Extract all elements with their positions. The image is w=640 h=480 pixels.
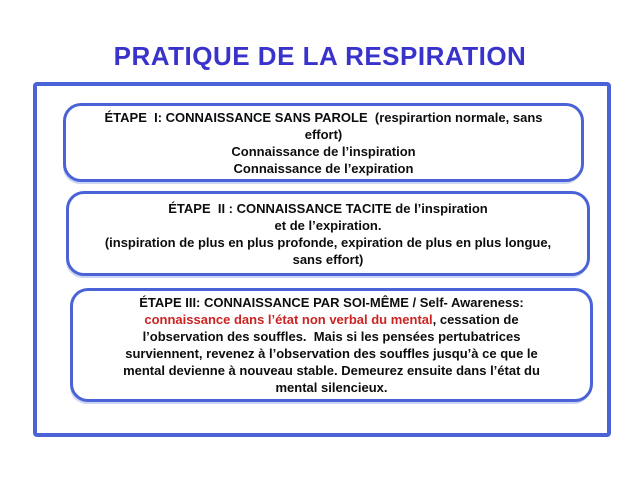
text-line	[73, 251, 583, 268]
box-etape-1	[63, 103, 584, 182]
text-line	[73, 200, 583, 217]
text-segment: Connaissance de l’inspiration	[231, 143, 416, 159]
text-line	[70, 126, 577, 143]
text-line	[73, 217, 583, 234]
box-etape-2	[66, 191, 590, 276]
text-segment: mental silencieux.	[275, 380, 388, 395]
highlighted-text-segment: connaissance dans l’état non verbal du mental	[144, 312, 433, 327]
text-line	[77, 362, 586, 379]
text-segment: , cessation de	[432, 312, 519, 327]
slide-title: PRATIQUE DE LA RESPIRATION	[113, 41, 527, 71]
text-segment: ÉTAPE III: CONNAISSANCE PAR SOI-MÊME / Self- Awareness:	[139, 295, 524, 310]
text-segment: ÉTAPE II : CONNAISSANCE TACITE de l’inspiration	[168, 200, 488, 216]
text-line	[77, 345, 586, 362]
text-segment: et de l’expiration.	[274, 217, 382, 233]
text-segment: mental devienne à nouveau stable. Demeurez ensuite dans l’état du	[123, 363, 540, 378]
text-segment: ÉTAPE I: CONNAISSANCE SANS PAROLE (respirartion normale, sans	[104, 109, 543, 125]
text-line	[77, 311, 586, 328]
box-etape-3	[70, 288, 593, 402]
text-line	[70, 109, 577, 126]
text-segment: sans effort)	[292, 251, 364, 267]
text-segment: surviennent, revenez à l’observation des souffles jusqu’à ce que le	[125, 346, 538, 361]
text-segment: Connaissance de l’expiration	[233, 160, 414, 176]
text-segment: l’observation des souffles. Mais si les pensées pertubatrices	[142, 329, 521, 344]
text-line	[70, 160, 577, 177]
text-line	[77, 294, 586, 311]
text-line	[77, 379, 586, 396]
text-segment: (inspiration de plus en plus profonde, expiration de plus en plus longue,	[104, 234, 552, 250]
text-line	[73, 234, 583, 251]
text-segment: effort)	[304, 126, 343, 142]
text-line	[77, 328, 586, 345]
text-line	[70, 143, 577, 160]
